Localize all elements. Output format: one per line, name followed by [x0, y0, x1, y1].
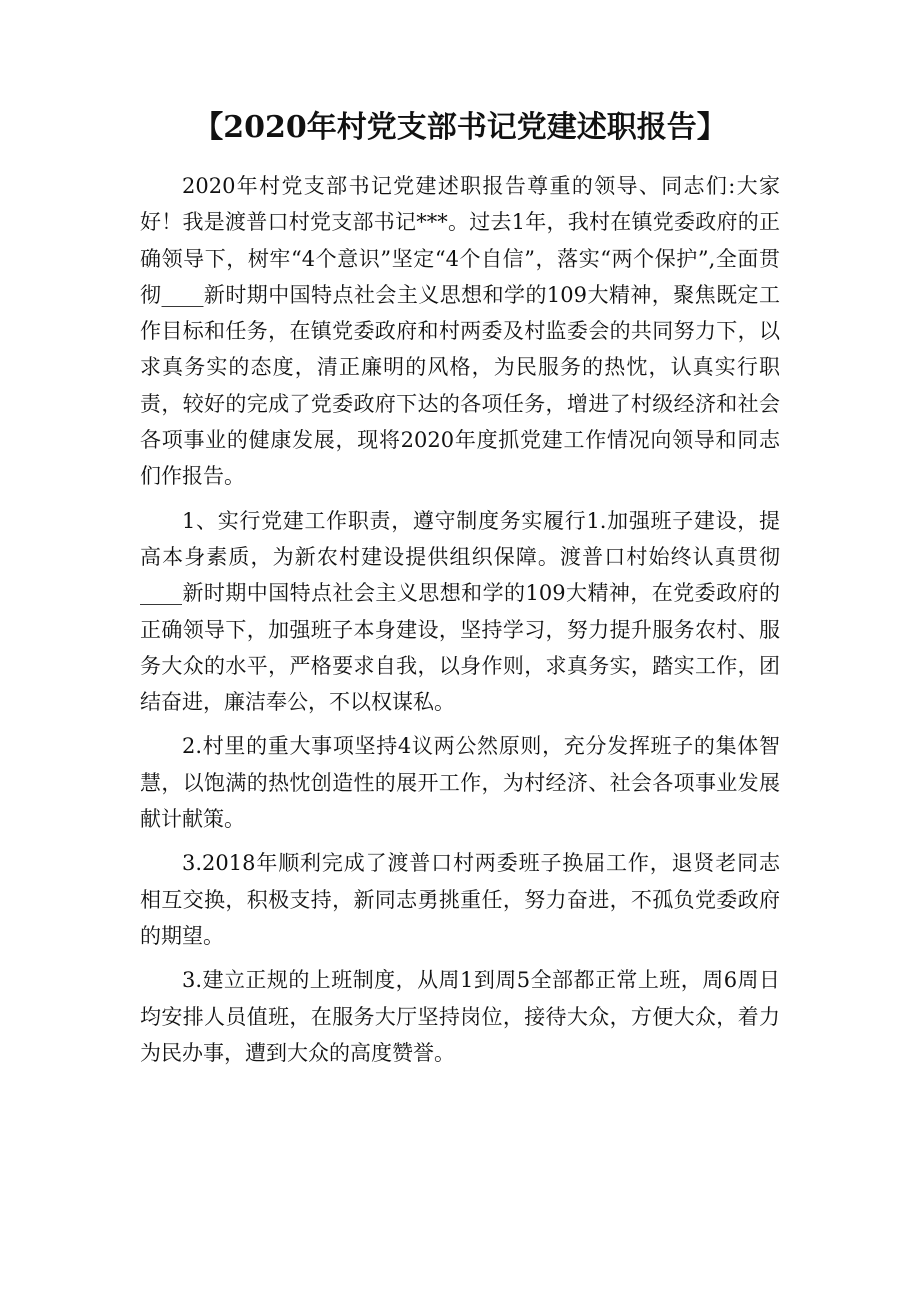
paragraph-intro: 2020年村党支部书记党建述职报告尊重的领导、同志们:大家好！我是渡普口村党支部书记***。过去1年，我村在镇党委政府的正确领导下，树牢“4个意识”坚定“4个自信”，落实“两个保护”,全面贯彻____新时期中国特点社会主义思想和学的109大精神，聚焦既定工作目标和任务，在镇党委政府和村两委及村监委会的共同努力下，以求真务实的态度，清正廉明的风格，为民服务的热忱，认真实行职责，较好的完成了党委政府下达的各项任务，增进了村级经济和社会各项事业的健康发展，现将2020年度抓党建工作情况向领导和同志们作报告。 — [140, 174, 780, 489]
document-body — [140, 168, 780, 1079]
paragraph-item-3-election: 3.2018年顺利完成了渡普口村两委班子换届工作，退贤老同志相互交换，积极支持，新同志勇挑重任，努力奋进，不孤负党委政府的期望。 — [140, 851, 780, 948]
paragraph-item-2: 2.村里的重大事项坚持4议两公然原则，充分发挥班子的集体智慧，以饱满的热忱创造性的展开工作，为村经济、社会各项事业发展献计献策。 — [140, 734, 780, 832]
paragraph-item-3-schedule: 3.建立正规的上班制度，从周1到周5全部都正常上班，周6周日均安排人员值班，在服务大厅坚持岗位，接待大众，方便大众，着力为民办事，遭到大众的高度赞誉。 — [140, 968, 780, 1065]
document-title: 【2020年村党支部书记党建述职报告】 — [193, 110, 727, 145]
paragraph-section-1: 1、实行党建工作职责，遵守制度务实履行1.加强班子建设，提高本身素质，为新农村建设提供组织保障。渡普口村始终认真贯彻____新时期中国特点社会主义思想和学的109大精神，在党委政府的正确领导下，加强班子本身建设，坚持学习，努力提升服务农村、服务大众的水平，严格要求自我，以身作则，求真务实，踏实工作，团结奋进，廉洁奉公，不以权谋私。 — [140, 508, 780, 715]
